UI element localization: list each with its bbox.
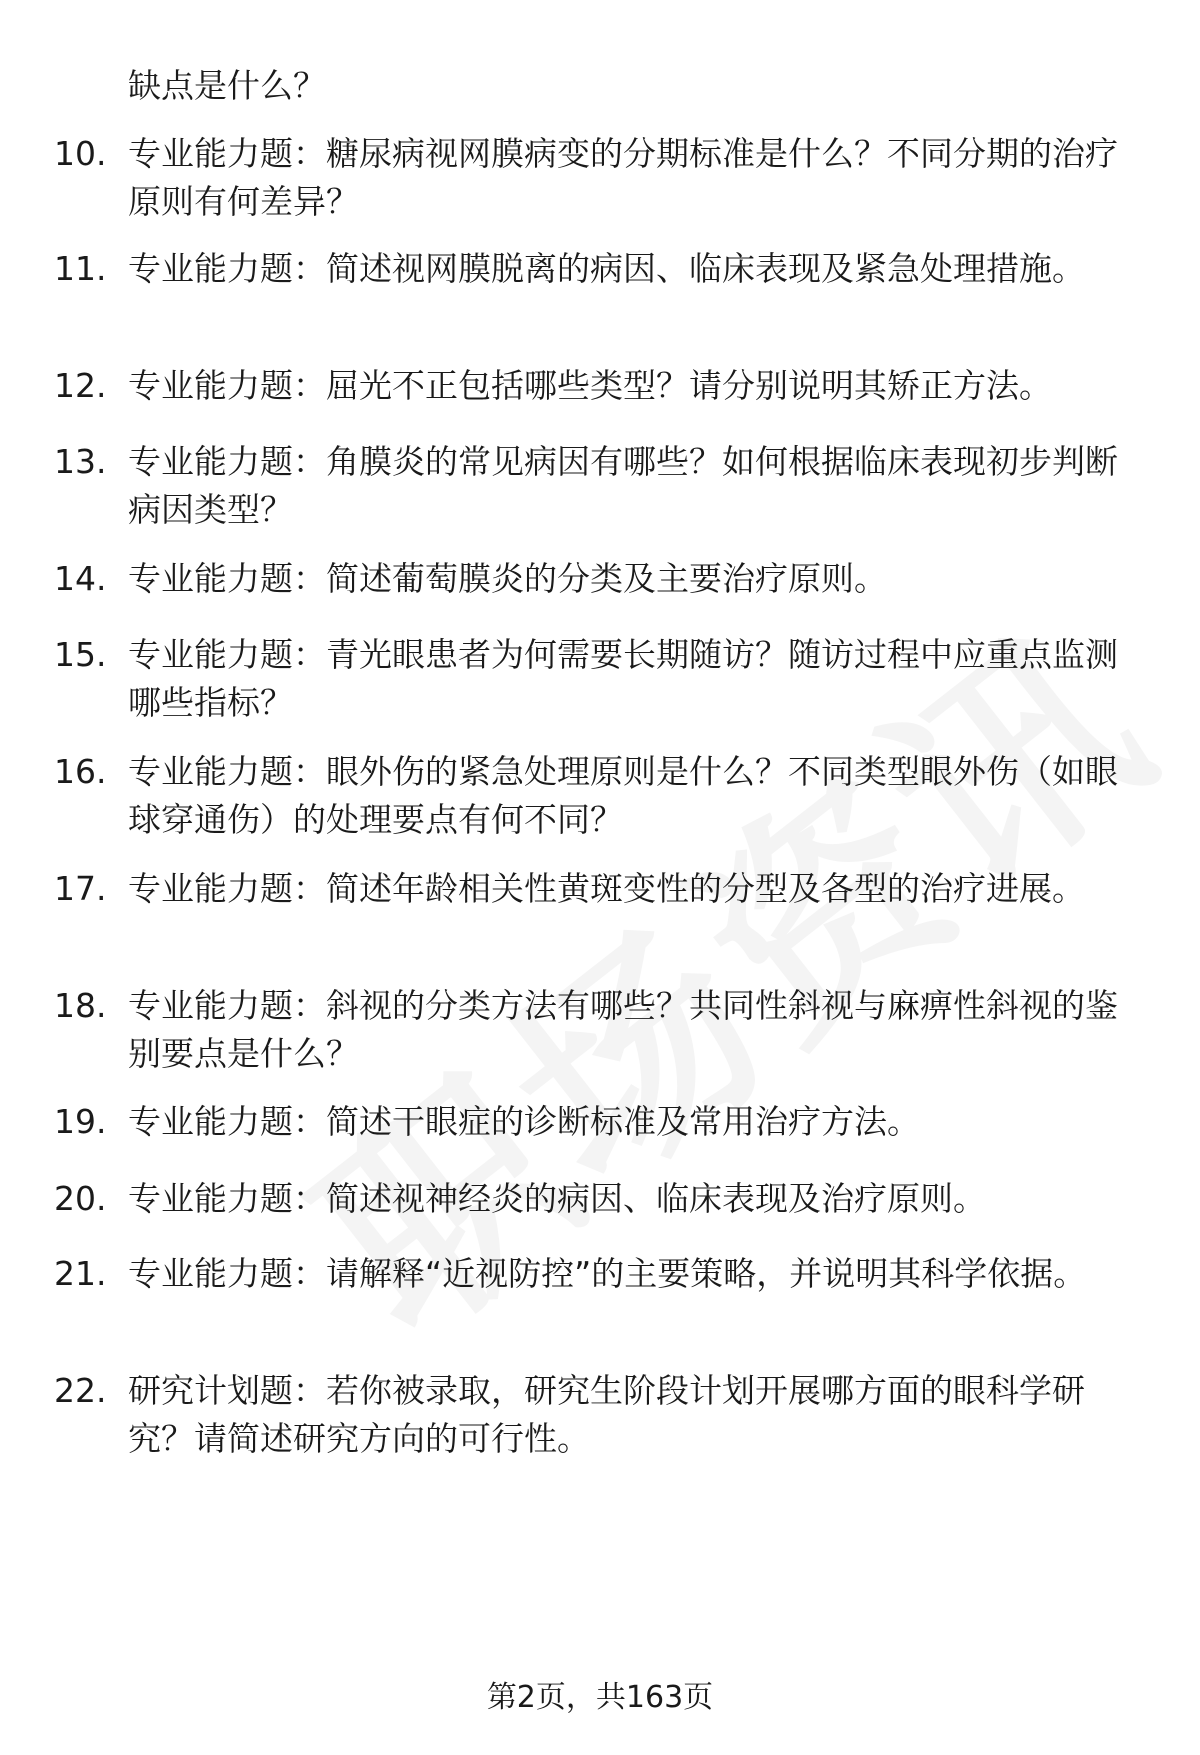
item-text: 专业能力题：糖尿病视网膜病变的分期标准是什么？不同分期的治疗原则有何差异？ (128, 134, 1118, 221)
item-text: 专业能力题：眼外伤的紧急处理原则是什么？不同类型眼外伤（如眼球穿通伤）的处理要点有何不同？ (128, 752, 1118, 839)
item-number: 17. (54, 869, 107, 908)
page-footer: 第2页，共163页 (486, 1680, 714, 1715)
item-text: 专业能力题：简述视神经炎的病因、临床表现及治疗原则。 (128, 1179, 986, 1218)
item-number: 20. (54, 1179, 107, 1218)
item-number: 12. (54, 366, 107, 405)
item-text: 研究计划题：若你被录取，研究生阶段计划开展哪方面的眼科学研究？请简述研究方向的可行性。 (128, 1371, 1085, 1458)
item-text: 专业能力题：屈光不正包括哪些类型？请分别说明其矫正方法。 (128, 366, 1052, 405)
item-text: 专业能力题：斜视的分类方法有哪些？共同性斜视与麻痹性斜视的鉴别要点是什么？ (128, 986, 1118, 1073)
item-text: 专业能力题：角膜炎的常见病因有哪些？如何根据临床表现初步判断病因类型？ (128, 442, 1118, 529)
item-text: 专业能力题：简述视网膜脱离的病因、临床表现及紧急处理措施。 (128, 249, 1085, 288)
item-number: 21. (54, 1254, 107, 1293)
item-text: 专业能力题：请解释“近视防控”的主要策略，并说明其科学依据。 (128, 1254, 1087, 1293)
item-text: 专业能力题：简述年龄相关性黄斑变性的分型及各型的治疗进展。 (128, 869, 1085, 908)
item-text: 专业能力题：简述葡萄膜炎的分类及主要治疗原则。 (128, 559, 887, 598)
item-number: 10. (54, 134, 107, 173)
item-text: 专业能力题：青光眼患者为何需要长期随访？随访过程中应重点监测哪些指标？ (128, 635, 1118, 722)
item-number: 19. (54, 1102, 107, 1141)
continuation-text: 缺点是什么？ (128, 66, 326, 105)
item-number: 13. (54, 442, 107, 481)
item-number: 22. (54, 1371, 107, 1410)
item-text: 专业能力题：简述干眼症的诊断标准及常用治疗方法。 (128, 1102, 920, 1141)
item-number: 16. (54, 752, 107, 791)
item-number: 11. (54, 249, 107, 288)
item-number: 15. (54, 635, 107, 674)
item-number: 18. (54, 986, 107, 1025)
item-number: 14. (54, 559, 107, 598)
